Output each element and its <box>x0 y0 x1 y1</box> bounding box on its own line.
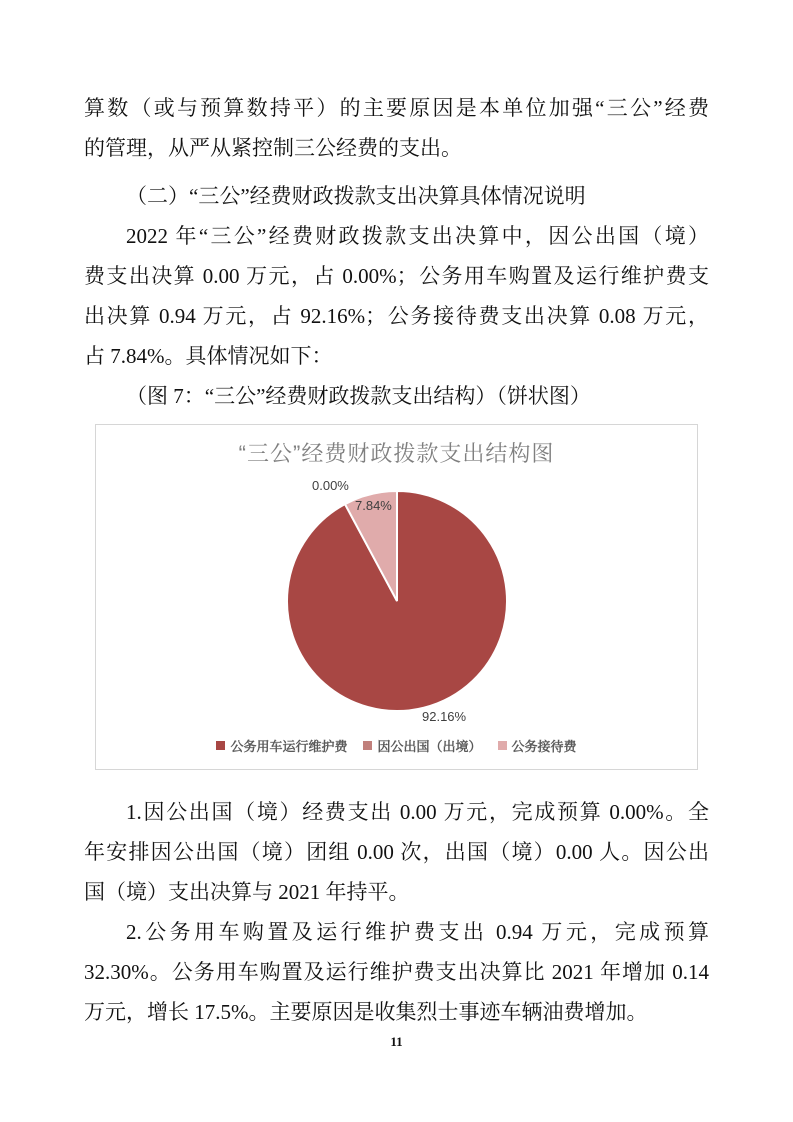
legend-swatch-icon <box>216 741 225 750</box>
legend-item-abroad <box>363 736 481 755</box>
body-line: 32.30%。公务用车购置及运行维护费支出决算比 2021 年增加 0.14 <box>84 960 709 984</box>
figure-caption: （图 7：“三公”经费财政拨款支出结构）（饼状图） <box>126 384 591 408</box>
body-line: 算数（或与预算数持平）的主要原因是本单位加强“三公”经费 <box>84 96 709 120</box>
pie-data-label-vehicle: 92.16% <box>422 709 467 724</box>
body-line: 2.公务用车购置及运行维护费支出 0.94 万元，完成预算 <box>126 920 709 944</box>
legend-label: 公务用车运行维护费 <box>230 739 348 754</box>
section-heading: （二）“三公”经费财政拨款支出决算具体情况说明 <box>126 184 586 208</box>
body-line: 出决算 0.94 万元，占 92.16%；公务接待费支出决算 0.08 万元， <box>84 304 709 328</box>
body-line: 1.因公出国（境）经费支出 0.00 万元，完成预算 0.00%。全 <box>126 800 709 824</box>
body-line: 2022 年“三公”经费财政拨款支出决算中，因公出国（境） <box>126 224 709 248</box>
body-line: 国（境）支出决算与 2021 年持平。 <box>84 880 410 904</box>
chart-title: “三公”经费财政拨款支出结构图 <box>238 441 555 466</box>
pie-data-label-abroad: 0.00% <box>312 478 349 493</box>
legend-item-vehicle <box>216 736 347 755</box>
body-line: 费支出决算 0.00 万元，占 0.00%；公务用车购置及运行维护费支 <box>84 264 709 288</box>
body-line: 万元，增长 17.5%。主要原因是收集烈士事迹车辆油费增加。 <box>84 1000 648 1024</box>
pie-chart <box>95 424 698 770</box>
legend-item-reception <box>498 736 577 755</box>
page-number: 11 <box>390 1034 403 1049</box>
legend-swatch-icon <box>363 741 372 750</box>
pie-svg <box>96 425 697 769</box>
body-line: 占 7.84%。具体情况如下： <box>84 344 333 368</box>
legend-label: 公务接待费 <box>511 739 577 754</box>
body-line: 的管理，从严从紧控制三公经费的支出。 <box>84 136 462 160</box>
legend-swatch-icon <box>498 741 507 750</box>
body-line: 年安排因公出国（境）团组 0.00 次，出国（境）0.00 人。因公出 <box>84 840 709 864</box>
chart-legend <box>96 736 697 755</box>
legend-label: 因公出国（出境） <box>377 739 482 754</box>
pie-data-label-reception: 7.84% <box>355 498 392 513</box>
